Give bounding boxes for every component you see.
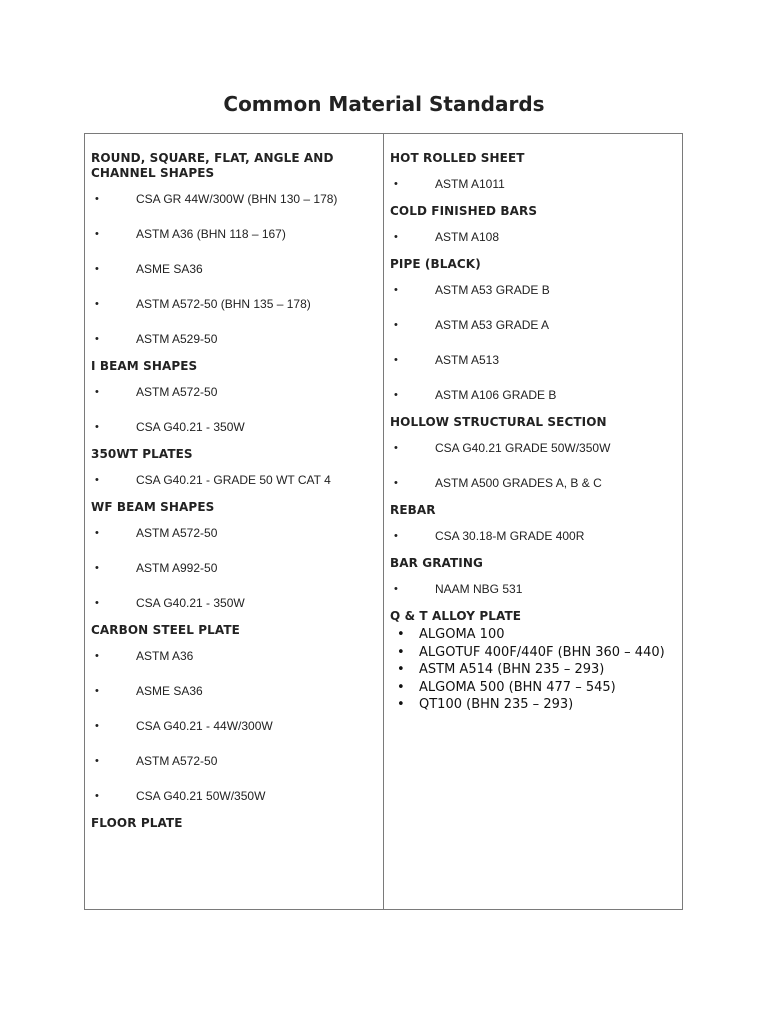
bullet-icon: • xyxy=(394,354,398,366)
list-item xyxy=(390,220,676,255)
bullet-icon: • xyxy=(95,597,99,609)
list-item xyxy=(390,626,676,644)
list-item-text: ASTM A1011 xyxy=(435,177,505,191)
bullet-icon: • xyxy=(95,298,99,310)
list-item-text: CSA G40.21 - GRADE 50 WT CAT 4 xyxy=(136,473,331,487)
section-heading: PIPE (BLACK) xyxy=(390,257,481,271)
bullet-icon: • xyxy=(397,662,405,677)
list-item-text: ASTM A53 GRADE A xyxy=(435,318,550,332)
list-item-text: ASTM A529-50 xyxy=(136,332,218,346)
bullet-icon: • xyxy=(95,421,99,433)
bullet-icon: • xyxy=(397,697,405,712)
bullet-icon: • xyxy=(394,389,398,401)
section-heading: COLD FINISHED BARS xyxy=(390,204,538,218)
bullet-icon: • xyxy=(95,790,99,802)
bullet-icon: • xyxy=(95,562,99,574)
list-item-text: CSA G40.21 - 350W xyxy=(136,420,245,434)
standards-list xyxy=(91,463,377,498)
standards-table xyxy=(84,133,683,910)
list-item-text: NAAM NBG 531 xyxy=(435,582,523,596)
right-column xyxy=(384,134,682,909)
list-item-text: ASTM A108 xyxy=(435,230,500,244)
section-heading: HOT ROLLED SHEET xyxy=(390,151,525,165)
list-item-text: ASTM A106 GRADE B xyxy=(435,388,557,402)
bullet-icon: • xyxy=(95,263,99,275)
list-item-text: ASTM A36 (BHN 118 – 167) xyxy=(136,227,286,241)
list-item-text: ASTM A572-50 (BHN 135 – 178) xyxy=(136,297,311,311)
bullet-icon: • xyxy=(95,685,99,697)
list-item-text: CSA G40.21 50W/350W xyxy=(136,789,266,803)
standards-list xyxy=(91,375,377,445)
list-item-text: ALGOMA 500 (BHN 477 – 545) xyxy=(419,679,616,695)
bullet-icon: • xyxy=(394,583,398,595)
list-item-text: ALGOMA 100 xyxy=(419,627,505,642)
section-heading: CARBON STEEL PLATE xyxy=(91,623,240,637)
left-column xyxy=(85,134,384,909)
bullet-icon: • xyxy=(397,679,405,695)
bullet-icon: • xyxy=(394,284,398,296)
list-item-text: ASTM A572-50 xyxy=(136,754,218,768)
section-heading: REBAR xyxy=(390,503,436,517)
list-item xyxy=(91,639,377,674)
list-item xyxy=(91,551,377,586)
list-item xyxy=(390,466,676,501)
standards-list xyxy=(390,431,676,501)
standards-list xyxy=(390,572,676,607)
list-item xyxy=(91,779,377,814)
list-item xyxy=(390,572,676,607)
bullet-icon: • xyxy=(394,319,398,331)
list-item xyxy=(91,252,377,287)
standards-list xyxy=(91,516,377,621)
list-item xyxy=(91,586,377,621)
section-heading: I BEAM SHAPES xyxy=(91,359,198,373)
list-item-text: ASTM A572-50 xyxy=(136,526,218,540)
list-item xyxy=(390,378,676,413)
bullet-icon: • xyxy=(95,193,99,205)
section-heading: FLOOR PLATE xyxy=(91,816,183,830)
list-item-text: CSA 30.18-M GRADE 400R xyxy=(435,529,585,543)
bullet-icon: • xyxy=(397,627,405,642)
list-item xyxy=(390,431,676,466)
list-item xyxy=(91,182,377,217)
bullet-icon: • xyxy=(397,644,405,660)
bullet-icon: • xyxy=(95,386,99,398)
list-item xyxy=(91,287,377,322)
list-item xyxy=(390,661,676,679)
list-item xyxy=(390,696,676,714)
standards-list xyxy=(390,167,676,202)
list-item xyxy=(91,744,377,779)
list-item xyxy=(91,217,377,252)
section-heading: Q & T ALLOY PLATE xyxy=(390,609,522,623)
list-item xyxy=(91,516,377,551)
list-item-text: ASTM A992-50 xyxy=(136,561,218,575)
list-item xyxy=(91,463,377,498)
list-item xyxy=(91,375,377,410)
list-item xyxy=(390,679,676,697)
list-item-text: ASTM A500 GRADES A, B & C xyxy=(435,476,602,490)
list-item-text: ASTM A36 xyxy=(136,649,194,663)
list-item xyxy=(91,674,377,709)
standards-list xyxy=(390,519,676,554)
list-item xyxy=(390,308,676,343)
bullet-icon: • xyxy=(394,477,398,489)
list-item-text: CSA G40.21 - 350W xyxy=(136,596,245,610)
list-item-text: ASTM A514 (BHN 235 – 293) xyxy=(419,662,605,677)
bullet-icon: • xyxy=(394,530,398,542)
section-heading: 350WT PLATES xyxy=(91,447,193,461)
list-item-text: CSA G40.21 GRADE 50W/350W xyxy=(435,441,611,455)
list-item xyxy=(390,644,676,662)
standards-list xyxy=(91,639,377,814)
alloy-list xyxy=(390,626,676,714)
bullet-icon: • xyxy=(394,178,398,190)
list-item xyxy=(390,167,676,202)
list-item xyxy=(390,519,676,554)
standards-list xyxy=(390,273,676,413)
list-item xyxy=(91,410,377,445)
section-heading: ROUND, SQUARE, FLAT, ANGLE AND CHANNEL SHAPES xyxy=(91,151,334,180)
bullet-icon: • xyxy=(95,527,99,539)
list-item-text: QT100 (BHN 235 – 293) xyxy=(419,697,574,712)
bullet-icon: • xyxy=(95,650,99,662)
bullet-icon: • xyxy=(394,442,398,454)
list-item-text: CSA G40.21 - 44W/300W xyxy=(136,719,273,733)
bullet-icon: • xyxy=(95,333,99,345)
list-item-text: CSA GR 44W/300W (BHN 130 – 178) xyxy=(136,192,338,206)
bullet-icon: • xyxy=(95,720,99,732)
bullet-icon: • xyxy=(394,231,398,243)
list-item-text: ASME SA36 xyxy=(136,262,203,276)
bullet-icon: • xyxy=(95,228,99,240)
list-item-text: ASTM A513 xyxy=(435,353,500,367)
list-item-text: ALGOTUF 400F/440F (BHN 360 – 440) xyxy=(419,644,665,660)
list-item-text: ASTM A53 GRADE B xyxy=(435,283,550,297)
section-heading: BAR GRATING xyxy=(390,556,483,570)
bullet-icon: • xyxy=(95,755,99,767)
section-heading: WF BEAM SHAPES xyxy=(91,500,215,514)
standards-list xyxy=(91,182,377,357)
standards-list xyxy=(390,220,676,255)
section-heading: HOLLOW STRUCTURAL SECTION xyxy=(390,415,607,429)
list-item-text: ASME SA36 xyxy=(136,684,203,698)
document-title: Common Material Standards xyxy=(223,92,545,116)
list-item xyxy=(390,343,676,378)
list-item xyxy=(390,273,676,308)
list-item-text: ASTM A572-50 xyxy=(136,385,218,399)
bullet-icon: • xyxy=(95,474,99,486)
list-item xyxy=(91,322,377,357)
list-item xyxy=(91,709,377,744)
